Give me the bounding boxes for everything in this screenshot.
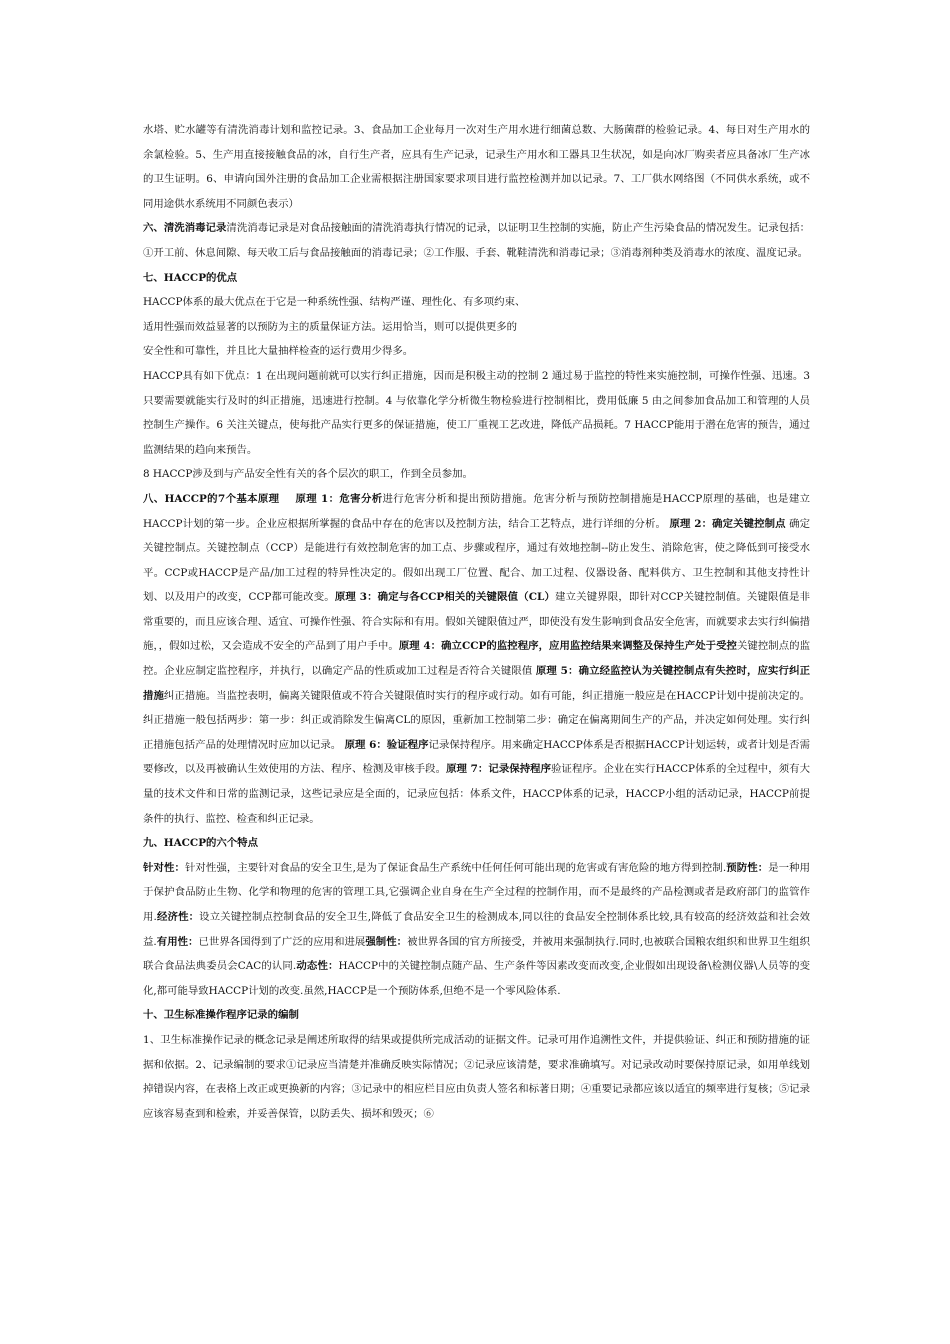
principle-1-text: 进行危害分析和提出预防措施。危害分析与预防控制措施是HACCP原理的基础，也是建立HACCP计划的第一步。企业应根据所掌握的食品中存在的危害以及控制方法，结合工艺特点，进行详细的分析。 bbox=[143, 492, 810, 530]
advantages-line-2: 适用性强而效益显著的以预防为主的质量保证方法。运用恰当，则可以提供更多的 bbox=[143, 320, 518, 333]
principle-5-text: 纠正措施。当监控表明，偏离关键限值或不符合关键限值时实行的程序或行动。如有可能，纠正措施一般应是在HACCP计划中提前决定的。纠正措施一般包括两步：第一步：纠正或消除发生偏离CL的原因，重新加工控制第二步：确定在偏离期间生产的产品，并决定如何处理。实行纠正措施包括产品的处理情况时应加以记录。 bbox=[143, 689, 811, 751]
feature-6-label: 动态性： bbox=[296, 960, 339, 973]
principle-2-label: 原理 2：确定关键控制点 bbox=[669, 517, 786, 530]
principle-5-label: 原理 5：确立经监控认为关键控制点有失控时，应实行纠正措施 bbox=[143, 665, 810, 702]
principle-2-text: 确定关键控制点。关键控制点（CCP）是能进行有效控制危害的加工点、步骤或程序，通过有效地控制--防止发生、消除危害，使之降低到可接受水平。CCP或HACCP是产品/加工过程的特异性决定的。假如出现工厂位置、配合、加工过程、仪器设备、配料供方、卫生控制和其他支持性计划、以及用户的改变，CCP都可能改变。 bbox=[143, 517, 811, 604]
principle-3-text: 建立关键界限，即针对CCP关键控制值。关键限值是非常重要的，而且应该合理、适宜、可操作性强、符合实际和有用。假如关键限值过严，即使没有发生影响到食品安全危害，而就要求去实行纠偏措施，，假如过松，又会造成不安全的产品到了用户手中。 bbox=[143, 591, 811, 653]
principle-3-label: 原理 3：确定与各CCP相关的关键限值（CL） bbox=[334, 591, 556, 604]
document-page bbox=[143, 118, 810, 1126]
section-heading: 六、清洗消毒记录 bbox=[143, 222, 227, 235]
feature-6-text: HACCP中的关键控制点随产品、生产条件等因素改变而改变,企业假如出现设备\检测仪器\人员等的变化,都可能导致HACCP计划的改变.虽然,HACCP是一个预防体系,但绝不是一个零风险体系. bbox=[143, 960, 811, 997]
advantages-line-3: 安全性和可靠性，并且比大量抽样检查的运行费用少得多。 bbox=[143, 345, 414, 358]
principle-6-label: 原理 6：验证程序 bbox=[344, 738, 429, 751]
section-text: 清洗消毒记录是对食品接触面的清洗消毒执行情况的记录，以证明卫生控制的实施，防止产生污染食品的情况发生。记录包括：①开工前、休息间隙、每天收工后与食品接触面的消毒记录；②工作服、手套、靴鞋清洗和消毒记录；③消毒剂种类及消毒水的浓度、温度记录。 bbox=[143, 222, 811, 259]
principle-7-text: 验证程序。企业在实行HACCP体系的全过程中，须有大量的技术文件和日常的监测记录，这些记录应是全面的，记录应包括：体系文件，HACCP体系的记录，HACCP小组的活动记录，HACCP前提条件的执行、监控、检查和纠正记录。 bbox=[143, 763, 810, 825]
advantages-line-1: HACCP体系的最大优点在于它是一种系统性强、结构严谨、理性化、有多项约束、 bbox=[143, 296, 526, 309]
section-heading-haccp-advantages: 七、HACCP的优点 bbox=[143, 271, 238, 284]
principle-6-text: 记录保持程序。用来确定HACCP体系是否根据HACCP计划运转，或者计划是否需要修改，以及再被确认生效使用的方法、程序、检测及审核手段。 bbox=[143, 738, 810, 776]
feature-2-label: 预防性： bbox=[726, 861, 769, 874]
section-heading-ssop-records: 十、卫生标准操作程序记录的编制 bbox=[143, 1009, 299, 1022]
feature-5-text: 被世界各国的官方所接受，并被用来强制执行.同时,也被联合国粮农组织和世界卫生组织联合食品法典委员会CAC的认同. bbox=[143, 935, 811, 973]
principle-1-label: 原理 1：危害分析 bbox=[295, 492, 383, 505]
feature-1-text: 针对性强，主要针对食品的安全卫生,是为了保证食品生产系统中任何任何可能出现的危害或有害危险的地方得到控制. bbox=[184, 861, 727, 874]
principle-4-label: 原理 4：确立CCP的监控程序，应用监控结果来调整及保持生产处于受控 bbox=[398, 640, 737, 653]
paragraph-water-records: 水塔、贮水罐等有清洗消毒计划和监控记录。3、食品加工企业每月一次对生产用水进行细菌总数、大肠菌群的检验记录。4、每日对生产用水的余氯检验。5、生产用直接接触食品的冰，自行生产者，应具有生产记录，记录生产用水和工器具卫生状况，如是向冰厂购卖者应具备冰厂生产冰的卫生证明。6、申请向国外注册的食品加工企业需根据注册国家要求项目进行监控检测并加以记录。7、工厂供水网络图（不同供水系统，或不同用途供水系统用不同颜色表示） bbox=[143, 124, 810, 210]
advantages-list: HACCP具有如下优点：1 在出现问题前就可以实行纠正措施，因而是积极主动的控制 2 通过易于监控的特性来实施控制，可操作性强、迅速。3 只要需要就能实行及时的纠正措施，迅速进行控制。4 与依靠化学分析微生物检验进行控制相比，费用低廉 5 由之间参加食品加工和管理的人员控制生产操作。6 关注关键点，使每批产品实行更多的保证措施，使工厂重视工艺改进，降低产品损耗。7 HACCP能用于潜在危害的预告，通过监测结果的趋向来预告。 bbox=[143, 369, 810, 456]
section-heading: 八、HACCP的7个基本原理 bbox=[143, 492, 280, 505]
advantages-item-8: 8 HACCP涉及到与产品安全性有关的各个层次的职工，作到全员参加。 bbox=[143, 468, 473, 481]
principle-7-label: 原理 7：记录保持程序 bbox=[446, 763, 552, 776]
feature-3-label: 经济性： bbox=[156, 911, 200, 923]
feature-3-text: 设立关键控制点控制食品的安全卫生,降低了食品安全卫生的检测成本,同以往的食品安全控制体系比较,具有较高的经济效益和社会效益. bbox=[143, 911, 811, 948]
section-cleaning-records bbox=[143, 216, 810, 265]
principle-4-text: 关键控制点的监控。企业应制定监控程序，并执行，以确定产品的性质或加工过程是否符合关键限值 bbox=[143, 640, 811, 678]
feature-1-label: 针对性： bbox=[143, 861, 185, 874]
section-seven-principles bbox=[143, 487, 810, 831]
section-heading-haccp-features: 九、HACCP的六个特点 bbox=[143, 837, 258, 850]
feature-4-text: 已世界各国得到了广泛的应用和进展 bbox=[198, 935, 366, 948]
feature-4-label: 有用性： bbox=[156, 935, 199, 948]
feature-2-text: 是一种用于保护食品防止生物、化学和物理的危害的管理工具,它强调企业自身在生产全过程的控制作用，而不是最终的产品检测或者是政府部门的监管作用. bbox=[143, 861, 811, 923]
feature-5-label: 强制性： bbox=[365, 935, 408, 948]
features-paragraph bbox=[143, 856, 810, 1004]
ssop-records-paragraph: 1、卫生标准操作记录的概念记录是阐述所取得的结果或提供所完成活动的证据文件。记录可用作追溯性文件，并提供验证、纠正和预防措施的证据和依据。2、记录编制的要求①记录应当清楚并准确反映实际情况；②记录应该清楚，要求准确填写。对记录改动时要保持原记录，如用单线划掉错误内容，在表格上改正或更换新的内容；③记录中的相应栏目应由负责人签名和标著日期；④重要记录都应该以适宜的频率进行复核；⑤记录应该容易查到和检索，并妥善保管，以防丢失、损坏和毁灭；⑥ bbox=[143, 1033, 810, 1120]
